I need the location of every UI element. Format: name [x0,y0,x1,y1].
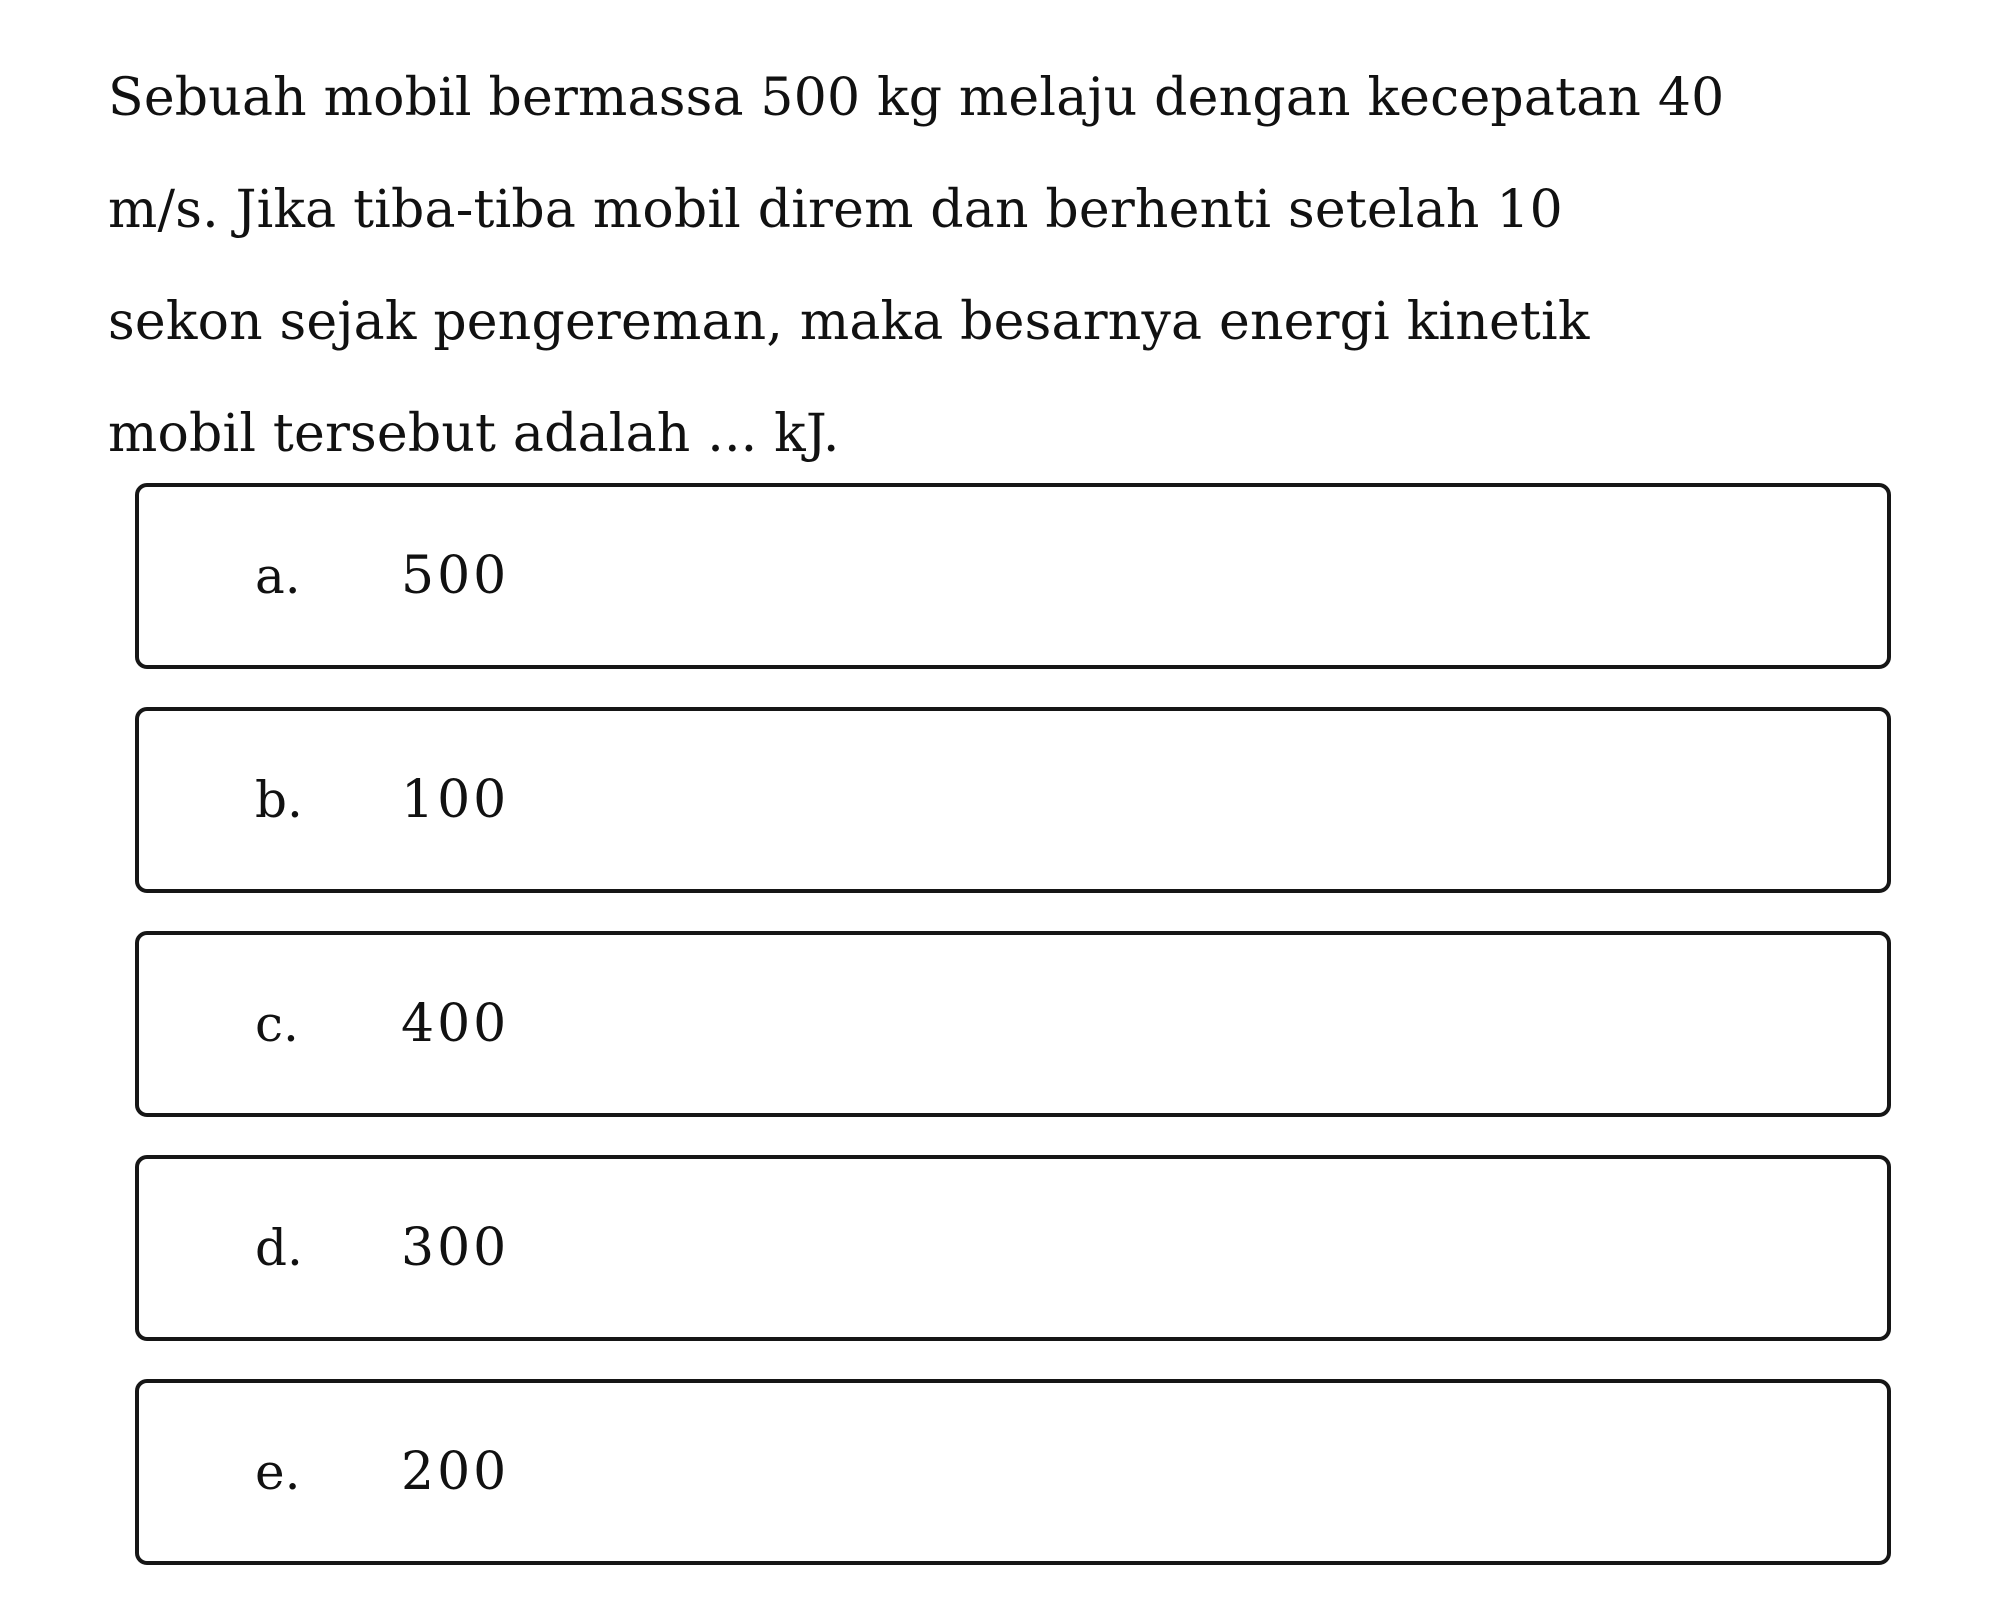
option-letter: d. [255,1219,303,1277]
question-line: sekon sejak pengereman, maka besarnya energi kinetik [108,292,1590,352]
option-e[interactable] [135,1379,1891,1565]
answer-options [135,483,1891,1603]
option-a[interactable] [135,483,1891,669]
question-line: mobil tersebut adalah ... kJ. [108,404,840,464]
question-line: m/s. Jika tiba-tiba mobil direm dan berhenti setelah 10 [108,180,1563,240]
question-line: Sebuah mobil bermassa 500 kg melaju dengan kecepatan 40 [108,68,1725,128]
option-value: 100 [401,770,510,830]
option-b[interactable] [135,707,1891,893]
option-value: 200 [401,1442,510,1502]
option-d[interactable] [135,1155,1891,1341]
option-value: 300 [401,1218,510,1278]
option-value: 500 [401,546,510,606]
option-letter: b. [255,771,303,829]
question-text [108,42,1868,490]
option-letter: e. [255,1443,301,1501]
option-letter: a. [255,547,301,605]
option-letter: c. [255,995,299,1053]
option-c[interactable] [135,931,1891,1117]
option-value: 400 [401,994,510,1054]
